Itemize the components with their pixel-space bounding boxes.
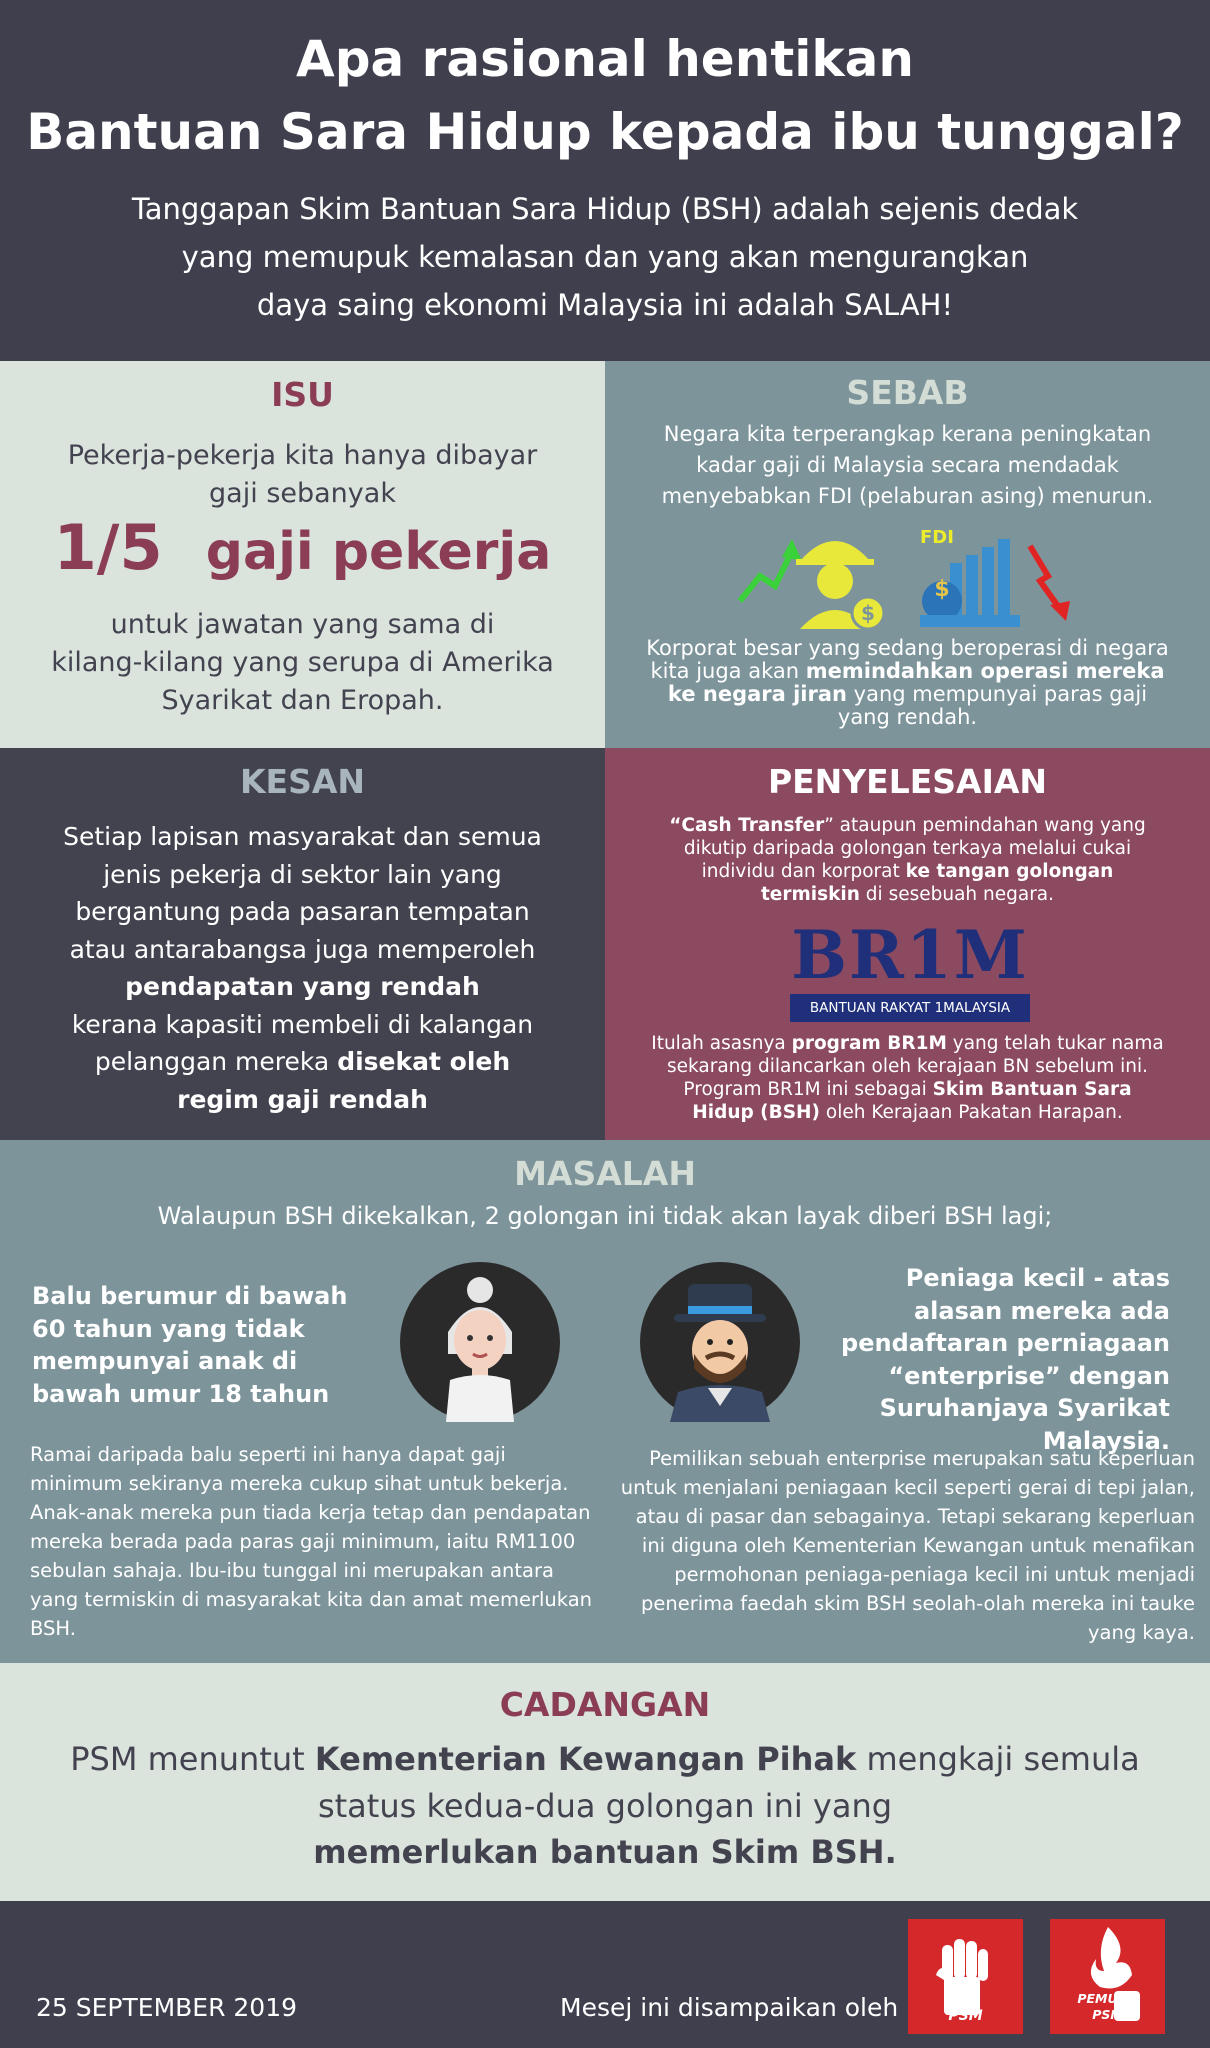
isu-highlight bbox=[0, 511, 605, 584]
subtitle-line-2: yang memupuk kemalasan dan yang akan mengurangkan bbox=[181, 240, 1029, 274]
isu-line-3: untuk jawatan yang sama di bbox=[110, 609, 495, 640]
svg-text:$: $ bbox=[934, 577, 950, 602]
sebab-p1-line-3: menyebabkan FDI (pelaburan asing) menurun. bbox=[661, 484, 1154, 508]
psm-logo-label: PSM bbox=[948, 2008, 983, 2024]
title-line-2: Bantuan Sara Hidup kepada ibu tunggal? bbox=[26, 103, 1184, 161]
cadangan-line-3-bold: memerlukan bantuan Skim BSH. bbox=[313, 1833, 897, 1871]
penyelesaian-paragraph-2 bbox=[605, 1032, 1210, 1124]
isu-line-4: kilang-kilang yang serupa di Amerika bbox=[51, 647, 554, 678]
penyelesaian-panel bbox=[605, 748, 1210, 1140]
penyelesaian-heading: PENYELESAIAN bbox=[767, 762, 1048, 801]
kesan-line-5-bold: pendapatan yang rendah bbox=[125, 972, 480, 1001]
br1m-logo bbox=[790, 918, 1030, 1028]
isu-fraction: 1/5 bbox=[53, 511, 163, 584]
psm-logo bbox=[908, 1919, 1023, 2034]
cadangan-line-1a: PSM menuntut bbox=[70, 1740, 315, 1778]
pemuda-logo-label-1: PEMUDA bbox=[1077, 1991, 1138, 2006]
peny-p1-bold: ke tangan golongan termiskin bbox=[760, 861, 1114, 905]
kesan-line-1: Setiap lapisan masyarakat dan semua bbox=[63, 822, 542, 851]
sebab-p2-text-a: Korporat besar yang sedang beroperasi di negara kita juga akan bbox=[646, 636, 1169, 683]
balu-text: Ramai daripada balu seperti ini hanya dapat gaji minimum sekiranya mereka cukup sihat untuk bekerja. Anak-anak mereka pun tiada kerja tetap dan pendapatan mereka berada pada paras gaji minimum, iaitu RM1100 sebulan sahaja. Ibu-ibu tunggal ini merupakan antara yang termiskin di masyarakat kita dan amat memerlukan BSH. bbox=[30, 1443, 593, 1640]
balu-title: Balu berumur di bawah 60 tahun yang tidak mempunyai anak di bawah umur 18 tahun bbox=[32, 1282, 348, 1408]
masalah-heading: MASALAH bbox=[514, 1154, 696, 1193]
sebab-paragraph-1 bbox=[605, 419, 1210, 512]
peny-p2-text-c: oleh Kerajaan Pakatan Harapan. bbox=[820, 1102, 1123, 1123]
kesan-heading: KESAN bbox=[239, 762, 366, 801]
sebab-p1-line-1: Negara kita terperangkap kerana peningkatan bbox=[663, 422, 1152, 446]
date-label: 25 SEPTEMBER 2019 bbox=[36, 1993, 298, 2022]
kesan-line-8-bold: regim gaji rendah bbox=[177, 1084, 428, 1114]
kesan-panel bbox=[0, 748, 605, 1140]
isu-line-2: gaji sebanyak bbox=[209, 478, 396, 509]
kesan-paragraph bbox=[0, 818, 605, 1118]
isu-line-5: Syarikat dan Eropah. bbox=[161, 685, 444, 716]
sebab-p2-text-b: yang mempunyai paras gaji yang rendah. bbox=[837, 682, 1148, 729]
sebab-panel bbox=[605, 361, 1210, 748]
sebab-heading: SEBAB bbox=[846, 373, 969, 412]
rising-arrow-icon bbox=[740, 551, 792, 601]
peniaga-title: Peniaga kecil - atas alasan mereka ada pendaftaran perniagaan “enterprise” dengan Suruhanjaya Syarikat Malaysia. bbox=[841, 1264, 1170, 1455]
peny-p2-text-a: Itulah asasnya bbox=[651, 1033, 792, 1054]
cadangan-line-1-bold: Kementerian Kewangan Pihak bbox=[314, 1740, 857, 1778]
isu-intro bbox=[0, 437, 605, 513]
worker-icon bbox=[796, 541, 884, 629]
trader-avatar-icon bbox=[640, 1262, 800, 1422]
footer bbox=[0, 1901, 1210, 2048]
cadangan-heading: CADANGAN bbox=[499, 1685, 711, 1724]
peny-p1-text-a: ” ataupun pemindahan wang yang dikutip daripada golongan terkaya melalui cukai individu dan korporat bbox=[683, 815, 1146, 882]
isu-line-1: Pekerja-pekerja kita hanya dibayar bbox=[67, 440, 538, 471]
message-label: Mesej ini disampaikan oleh bbox=[560, 1993, 899, 2022]
pemuda-logo-label-2: PSM bbox=[1092, 2007, 1123, 2022]
title-line-1: Apa rasional hentikan bbox=[296, 30, 914, 88]
sebab-p2-bold: memindahkan operasi mereka ke negara jiran bbox=[667, 659, 1165, 706]
peny-cash-transfer: Cash Transfer bbox=[681, 815, 825, 836]
svg-text:$: $ bbox=[861, 601, 875, 625]
peny-quote-open: “ bbox=[669, 815, 682, 836]
br1m-caption: BANTUAN RAKYAT 1MALAYSIA bbox=[790, 994, 1030, 1022]
isu-detail bbox=[0, 606, 605, 720]
fdi-label: FDI bbox=[920, 527, 954, 548]
sebab-p1-line-2: kadar gaji di Malaysia secara mendadak bbox=[696, 453, 1119, 477]
sebab-paragraph-2 bbox=[605, 637, 1210, 729]
subtitle bbox=[80, 185, 1130, 329]
isu-big-text: gaji pekerja bbox=[205, 522, 552, 582]
fdi-chart-icon bbox=[920, 527, 1020, 627]
peniaga-text: Pemilikan sebuah enterprise merupakan satu keperluan untuk menjalani peniagaan kecil seperti gerai di tepi jalan, atau di pasar dan sebagainya. Tetapi sekarang keperluan ini diguna oleh Kementerian Kewangan untuk menafikan permohonan peniaga-peniaga kecil ini untuk menjadi penerima faedah skim BSH seolah-olah mereka ini tauke yang kaya. bbox=[620, 1447, 1195, 1644]
isu-panel bbox=[0, 361, 605, 748]
kesan-line-3: bergantung pada pasaran tempatan bbox=[75, 897, 530, 926]
peny-p2-bold-2: Skim Bantuan Sara Hidup (BSH) bbox=[692, 1079, 1132, 1123]
penyelesaian-paragraph-1 bbox=[605, 814, 1210, 906]
kesan-line-4: atau antarabangsa juga memperoleh bbox=[69, 934, 536, 964]
kesan-line-7-bold: disekat oleh bbox=[337, 1047, 511, 1076]
header-section bbox=[0, 0, 1210, 361]
kesan-line-7: pelanggan mereka bbox=[94, 1047, 338, 1076]
subtitle-line-1: Tanggapan Skim Bantuan Sara Hidup (BSH) adalah sejenis dedak bbox=[131, 192, 1079, 226]
widow-avatar-icon bbox=[400, 1262, 560, 1422]
kesan-line-2: jenis pekerja di sektor lain yang bbox=[103, 859, 502, 889]
peny-p1-text-b: di sesebuah negara. bbox=[859, 884, 1055, 905]
pemuda-psm-logo bbox=[1050, 1919, 1165, 2034]
worker-fdi-decline-illustration bbox=[730, 521, 1090, 631]
cadangan-line-1b: mengkaji semula bbox=[856, 1740, 1140, 1778]
peny-p2-bold-1: program BR1M bbox=[791, 1033, 947, 1054]
br1m-logo-text: BR1M bbox=[791, 916, 1029, 994]
kesan-line-6: kerana kapasiti membeli di kalangan bbox=[71, 1009, 534, 1039]
masalah-panel bbox=[0, 1140, 1210, 1663]
cadangan-text bbox=[0, 1736, 1210, 1876]
subtitle-line-3: daya saing ekonomi Malaysia ini adalah SALAH! bbox=[256, 288, 954, 322]
masalah-subtitle: Walaupun BSH dikekalkan, 2 golongan ini tidak akan layak diberi BSH lagi; bbox=[157, 1202, 1053, 1230]
cadangan-line-2: status kedua-dua golongan ini yang bbox=[317, 1786, 893, 1825]
falling-arrow-icon bbox=[1030, 546, 1060, 609]
peny-p2-text-b: yang telah tukar nama sekarang dilancarkan oleh kerajaan BN sebelum ini. Program BR1M ini sebagai bbox=[666, 1033, 1164, 1100]
cadangan-panel bbox=[0, 1663, 1210, 1901]
isu-heading: ISU bbox=[271, 375, 334, 414]
